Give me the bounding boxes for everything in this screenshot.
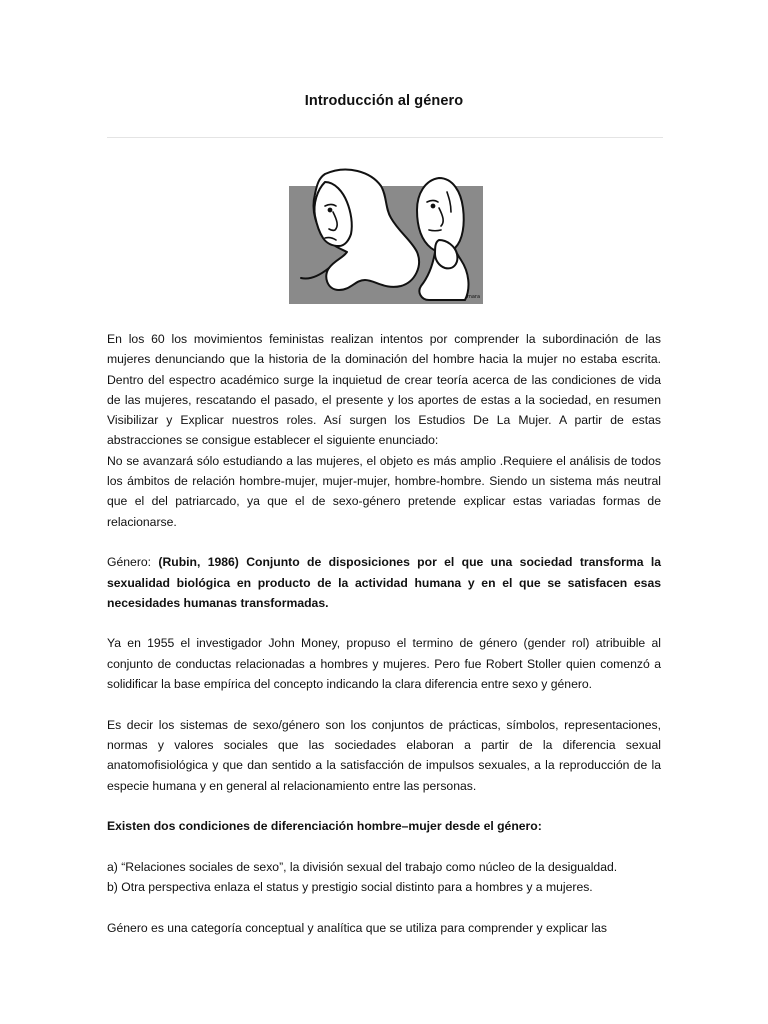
rubin-definition: (Rubin, 1986) Conjunto de disposiciones por el que una sociedad transforma la sexualidad biológica en producto de la actividad humana y en el que se satisfacen esas necesidades humanas transformadas. bbox=[107, 555, 661, 610]
paragraph-intro: En los 60 los movimientos feministas realizan intentos por comprender la subordinación de las mujeres denunciando que la historia de la dominación del hombre hacia la mujer no estaba escrita. Dentro del espectro académico surge la inquietud de crear teoría acerca de las condiciones de vida de las mujeres, rescatando el pasado, el presente y los aportes de estas a la sociedad, en resumen Visibilizar y Explicar nuestros roles. Así surgen los Estudios De La Mujer. A partir de estas abstracciones se consigue establecer el siguiente enunciado: bbox=[107, 332, 661, 448]
paragraph-conditions-heading: Existen dos condiciones de diferenciación hombre–mujer desde el género: bbox=[107, 819, 542, 834]
list-item-b: b) Otra perspectiva enlaza el status y prestigio social distinto para a hombres y a mujeres. bbox=[107, 880, 593, 895]
two-faces-illustration bbox=[289, 168, 483, 306]
list-item-a: a) “Relaciones sociales de sexo”, la división sexual del trabajo como núcleo de la desigualdad. bbox=[107, 859, 618, 874]
genero-label: Género: bbox=[107, 555, 152, 570]
paragraph-genero-category: Género es una categoría conceptual y analítica que se utiliza para comprender y explicar las bbox=[107, 920, 607, 935]
man-figure bbox=[417, 178, 468, 300]
paragraph-sexo-genero-systems: Es decir los sistemas de sexo/género son los conjuntos de prácticas, símbolos, representaciones, normas y valores sociales que las sociedades elaboran a partir de la diferencia sexual anatomofisiológica y que dan sentido a la satisfacción de impulsos sexuales, a la reproducción de la especie humana y en general al relacionamiento entre las personas. bbox=[107, 717, 661, 793]
paragraph-analysis: No se avanzará sólo estudiando a las mujeres, el objeto es más amplio .Requiere el análisis de todos los ámbitos de relación hombre-mujer, mujer-mujer, hombre-hombre. Siendo un sistema más neutral que el del patriarcado, ya que el de sexo-género pretende explicar estas variadas formas de relacionarse. bbox=[107, 453, 661, 529]
paragraph-genero-definition bbox=[107, 552, 661, 613]
body-text bbox=[107, 329, 661, 938]
title-divider bbox=[107, 137, 663, 138]
paragraph-money-stoller: Ya en 1955 el investigador John Money, propuso el termino de género (gender rol) atribuible al conjunto de conductas relacionadas a hombres y mujeres. Pero fue Robert Stoller quien comenzó a solidificar la base empírica del concepto indicando la clara diferencia entre sexo y género. bbox=[107, 636, 661, 692]
page-title: Introducción al género bbox=[304, 93, 464, 109]
artist-signature: mara bbox=[467, 294, 481, 300]
